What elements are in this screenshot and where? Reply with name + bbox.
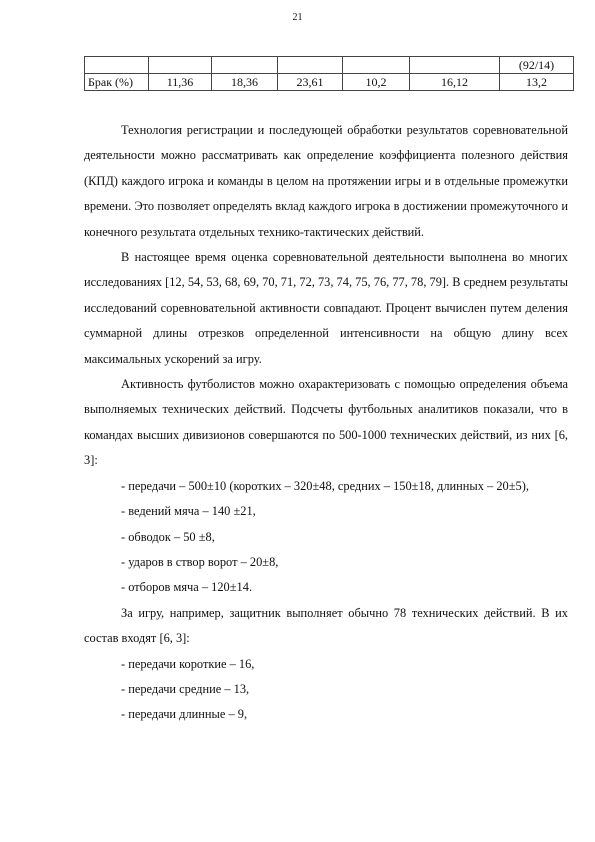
page-number: 21 xyxy=(292,12,303,23)
table-cell: (92/14) xyxy=(500,57,574,74)
list-item: - передачи – 500±10 (коротких – 320±48, средних – 150±18, длинных – 20±5), xyxy=(121,478,529,493)
paragraph: В настоящее время оценка соревновательной деятельности выполнена во многих исследованиях [12, 54, 53, 68, 69, 70, 71, 72, 73, 74, 75, 76, 77, 78, 79]. В среднем результаты исследований соревновательной активности совпадают. Процент вычислен путем деления суммарной длины отрезков определенной интенсивности на общую длину всех максимальных ускорений за игру. xyxy=(84,250,568,366)
table-row xyxy=(85,57,574,74)
paragraph: За игру, например, защитник выполняет обычно 78 технических действий. В их состав входят [6, 3]: xyxy=(84,605,568,646)
results-table xyxy=(84,56,574,91)
table-cell xyxy=(278,57,343,74)
list-item: - передачи короткие – 16, xyxy=(121,656,255,671)
paragraph: Активность футболистов можно охарактеризовать с помощью определения объема выполняемых технических действий. Подсчеты футбольных аналитиков показали, что в командах высших дивизионов совершаются по 500-1000 технических действий, из них [6, 3]: xyxy=(84,377,568,468)
list-item: - передачи длинные – 9, xyxy=(121,707,248,722)
table-cell: Брак (%) xyxy=(85,74,149,91)
table-cell: 16,12 xyxy=(410,74,500,91)
body-text xyxy=(84,118,568,728)
table-cell xyxy=(343,57,410,74)
table-cell: 13,2 xyxy=(500,74,574,91)
list-item: - передачи средние – 13, xyxy=(121,681,250,696)
table-cell: 18,36 xyxy=(212,74,278,91)
table-cell: 23,61 xyxy=(278,74,343,91)
list-item: - ударов в створ ворот – 20±8, xyxy=(121,554,279,569)
table-cell xyxy=(410,57,500,74)
table-cell xyxy=(85,57,149,74)
paragraph: Технология регистрации и последующей обработки результатов соревновательной деятельности можно рассматривать как определение коэффициента полезного действия (КПД) каждого игрока и команды в целом на протяжении игры и в отдельные промежутки времени. Это позволяет определять вклад каждого игрока в достижении промежуточного и конечного результата отдельных технико-тактических действий. xyxy=(84,123,568,239)
table-row xyxy=(85,74,574,91)
table-cell xyxy=(212,57,278,74)
table-cell: 11,36 xyxy=(149,74,212,91)
list-item: - отборов мяча – 120±14. xyxy=(121,580,253,595)
list-item: - ведений мяча – 140 ±21, xyxy=(121,504,256,519)
list-item: - обводок – 50 ±8, xyxy=(121,529,215,544)
table-cell: 10,2 xyxy=(343,74,410,91)
table-cell xyxy=(149,57,212,74)
